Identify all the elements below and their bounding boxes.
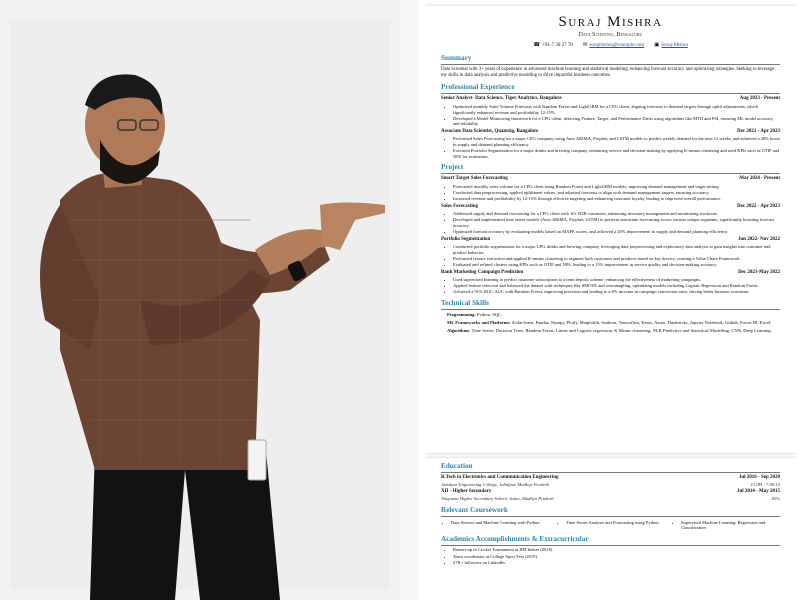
project-name: Sales Forecasting <box>441 203 478 209</box>
email-icon: ✉ <box>582 42 588 48</box>
resume-name: Suraj Mishra <box>558 14 663 30</box>
education-row <box>441 489 780 496</box>
summary-text: Data Scientist with 3+ years of experience in advanced machine learning and statistical modeling, enhancing forecast accuracy and optimizing strategies. Seeking to leverage my skills in data analysis and predictive modeling to drive impactful business outcomes. <box>441 67 775 79</box>
skill-value: : Scikit-learn, Pandas, Numpy, Plotly, Matplotlib, Seaborn, Tensorflow, Keras, Azure, Databricks, Jupyter Notebook, Github, Power BI, Excel. <box>509 320 772 326</box>
contact-phone-text: +91-7 30 27 70 <box>542 43 573 48</box>
coursework-columns <box>441 519 780 532</box>
coursework-col <box>451 520 550 532</box>
education-score: 82% <box>771 495 780 501</box>
contact-email[interactable] <box>583 41 644 50</box>
list-item: • Performed Sales Forecasting for a major CPG company, using Auto ARIMA, Prophet, and LSTM models to predict weekly demand for the next 12 weeks, and achieved a 20% boost in supply and demand planning efficiency. <box>453 136 780 147</box>
projects-section <box>441 163 780 295</box>
accomplishments-section <box>441 535 780 565</box>
project-dates: Dec 2022 - Apr 2023 <box>737 203 780 209</box>
divider-gap <box>400 0 418 600</box>
project-bullets <box>453 211 780 234</box>
list-item: • Increased revenue and profitability by 12-15% through effective targeting and enhancing customer loyalty, leading to improved overall performance. <box>453 196 780 202</box>
contact-linkedin-text: Suraj-Mishra <box>661 43 688 48</box>
education-school: Anupama Higher Secondary School, Satna, Madhya Pradesh <box>441 495 554 501</box>
accomplishments-list <box>453 547 780 565</box>
skills-section <box>441 299 780 334</box>
coursework-col <box>681 520 780 532</box>
list-item: • Supervised Machine Learning: Regression and Classification <box>681 520 780 531</box>
education-dates: Jul 2016 - Sep 2020 <box>738 475 780 480</box>
list-item: • Performed feature extraction and applied K-means clustering to segment both customers and products based on key drivers, creating a Value Chain Framework. <box>453 256 780 262</box>
job-role: Senior Analyst- Data Science, Tiger Analytics, Bangalore <box>441 96 562 102</box>
project-row <box>441 176 780 183</box>
education-subrow <box>441 482 780 488</box>
education-degree: B.Tech in Electronics and Communication Engineering <box>441 475 559 480</box>
list-item: • 27K+ followers on LinkedIn. <box>453 560 780 566</box>
project-dates: Jun 2022- Nov 2022 <box>737 236 780 242</box>
project-bullets <box>453 244 780 267</box>
project-bullets <box>453 277 780 295</box>
project-row <box>441 204 780 211</box>
education-subrow <box>441 496 780 502</box>
list-item: • Runner-up in Cricket Tournament at IIM Indore (2018) <box>453 547 780 553</box>
list-item: • Used supervised learning to predict customer subscription to a term deposit scheme, enhancing the effectiveness of marketing campaigns. <box>453 277 780 283</box>
education-heading: Education <box>441 462 780 473</box>
list-item: • Developed a Model Monitoring framework for a CPG client, detecting Feature, Target, and Performance Drifts using algorithms like MTD and PSI, ensuring ML model accuracy and reliability. <box>453 116 780 127</box>
experience-section <box>441 83 780 159</box>
list-item: • Executed Portfolio Segmentation for a major drinks and brewing company, enhancing service and decision-making by applying K-means clustering and used KPIs such as OTIF and NPS for evaluation. <box>453 148 780 159</box>
project-row <box>441 237 780 244</box>
job-dates: Aug 2023 - Present <box>739 96 780 102</box>
project-row <box>441 270 780 277</box>
list-item: • Developed and implemented time series models (Auto ARIMA, Prophet, LSTM) to perform univariate forecasting across various unique segments, significantly boosting forecast accuracy. <box>453 217 780 228</box>
list-item: • Conducted portfolio segmentation for a major CPG drinks and brewing company, leveraging data preprocessing and exploratory data analysis to gain insights into customer and product behavior. <box>453 244 780 255</box>
resume-page-2 <box>425 458 796 600</box>
skill-value: : Python, SQL. <box>474 312 503 318</box>
job-row <box>441 129 780 136</box>
summary-section <box>441 54 780 79</box>
skill-row <box>441 328 780 334</box>
contact-row <box>425 41 796 50</box>
coursework-col <box>566 520 665 532</box>
list-item: • Optimized forecast accuracy by evaluating models based on MAPE scores, and achieved a 20% improvement in supply and demand planning efficiency. <box>453 229 780 235</box>
education-score: CGPA : 7.86/10 <box>750 481 780 487</box>
list-item: • Time Series Analysis and Forecasting using Python <box>566 520 665 526</box>
project-bullets <box>453 184 780 202</box>
job-bullets <box>453 104 780 127</box>
list-item: • Achieved a 91% ROC-AUC with Random Forest, improving precision and leading to a 8% increase in campaign conversion rates, driving better business outcomes. <box>453 289 780 295</box>
coursework-section <box>441 506 780 532</box>
project-dates: Mar 2024 - Present <box>739 176 780 182</box>
skill-label: Programming <box>447 312 475 318</box>
job-dates: Dec 2021 - Apr 2023 <box>737 128 780 134</box>
list-item: • Addressed supply and demand forecasting for a CPG client with 10+ B2B customers, enhancing inventory management and minimizing stockouts. <box>453 211 780 217</box>
project-name: Bank Marketing Campaign Prediction <box>441 269 524 275</box>
job-role: Associate Data Scientist, Quantzig, Bangalore <box>441 128 539 134</box>
accomplishments-heading: Academics Accomplishments & Extracurricular <box>441 535 780 546</box>
contact-linkedin[interactable] <box>654 41 688 50</box>
list-item: • Applied feature selection and balanced the dataset with techniques like SMOTE and oversampling, optimizing models including Logistic Regression and Random Forest. <box>453 283 780 289</box>
linkedin-icon: ▣ <box>654 42 660 48</box>
skill-label: ML Frameworks and Platforms <box>447 320 510 326</box>
contact-phone[interactable] <box>533 41 573 50</box>
list-item: • Evaluated and refined clusters using KPIs such as OTIF and NPS, leading to a 15% improvement in service quality and decision-making accuracy. <box>453 262 780 268</box>
education-dates: Jul 2014 - May 2015 <box>736 489 780 495</box>
skill-label: Algorithms <box>447 328 470 334</box>
skill-row <box>441 312 780 318</box>
experience-heading: Professional Experience <box>441 83 780 94</box>
list-item: • Optimized monthly Sales Volume Forecasts with Random Forest and LightGBM for a CPG client, aligning forecasts to demand targets through uplift adjustments, which significantly enhanced revenue and profitability 12-15%. <box>453 104 780 115</box>
resume-page-1 <box>425 6 796 453</box>
project-name: Smart Target Sales Forecasting <box>441 176 508 182</box>
list-item: • Team coordinator at College Sport Fest (2019) <box>453 554 780 560</box>
phone-icon: ☎ <box>533 42 541 48</box>
skill-value: : Time Series, Decision Trees, Random Forest, Linear and Logistic regression, K Means clustering, NLP, Predictive and Statistical Modelling, CNN, Deep Learning. <box>469 328 772 334</box>
resume-subtitle: Data Scientist, Bengaluru <box>578 31 643 38</box>
job-bullets <box>453 136 780 159</box>
coursework-heading: Relevant Coursework <box>441 506 780 517</box>
contact-email-text: surajmishra@example.com <box>589 43 645 48</box>
summary-heading: Summary <box>441 54 780 65</box>
education-school: Jabalpur Engineering College, Jabalpur, Madhya Pradesh <box>441 481 550 487</box>
project-name: Portfolio Segmentation <box>441 236 491 242</box>
skill-row <box>441 320 780 326</box>
job-row <box>441 96 780 103</box>
list-item: • Data Science and Machine Learning with Python <box>451 520 550 526</box>
education-section <box>441 462 780 502</box>
education-degree: XII - Higher Secondary <box>441 489 492 495</box>
project-dates: Dec 2021-May 2022 <box>738 269 780 275</box>
projects-heading: Project <box>441 163 780 174</box>
skills-heading: Technical Skills <box>441 299 780 310</box>
list-item: • Forecasted monthly sales volume for a CPG client using Random Forest and LightGBM models, improving demand management and target setting. <box>453 184 780 190</box>
education-row <box>441 475 780 482</box>
list-item: • Conducted data preprocessing, applied upliftment values, and adjusted forecasts to align with demand management targets, ensuring accuracy. <box>453 190 780 196</box>
resume-document <box>425 0 796 600</box>
